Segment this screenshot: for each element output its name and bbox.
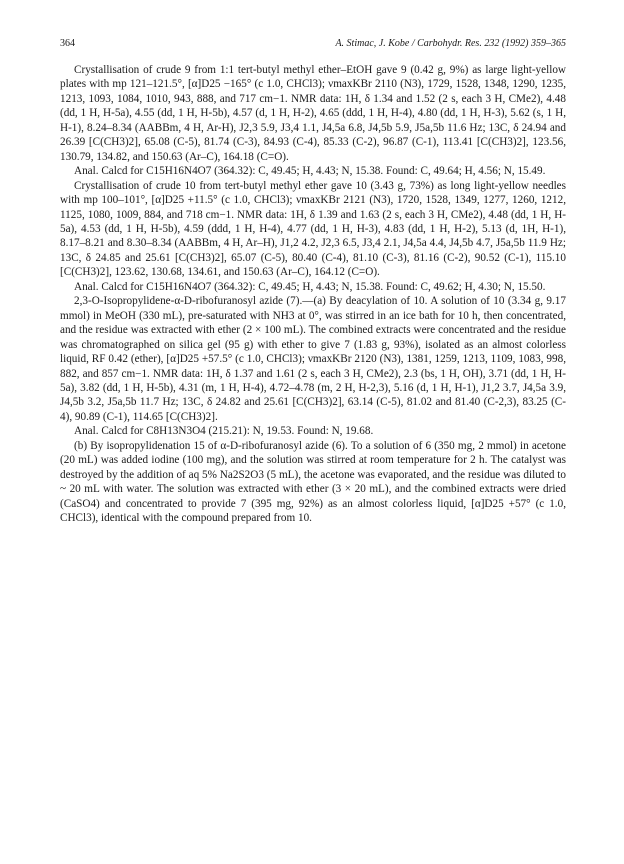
page-number: 364 [60,38,75,49]
paragraph-anal-7: Anal. Calcd for C8H13N3O4 (215.21): N, 19.53. Found: N, 19.68. [74,425,374,438]
paragraph-anal-9: Anal. Calcd for C15H16N4O7 (364.32): C, 49.45; H, 4.43; N, 15.38. Found: C, 49.64; H, 4.56; N, 15.49. [74,165,546,178]
paragraph-crystallisation-9: Crystallisation of crude 9 from 1:1 tert-butyl methyl ether–EtOH gave 9 (0.42 g, 9%) as large light-yellow plates with mp 121–121.5°, [α]D25 −165° (c 1.0, CHCl3); νmaxKBr 2110 (N3), 1729, 1528, 1348, 1290, 1235, 1213, 1093, 1084, 1010, 943, 888, and 717 cm−1. NMR data: 1H, δ 1.34 and 1.52 (2 s, each 3 H, CMe2), 4.48 (dd, 1 H, H-5a), 4.55 (dd, 1 H, H-5b), 4.57 (d, 1 H, H-2), 4.65 (ddd, 1 H, H-4), 4.80 (dd, 1 H, H-3), 5.62 (s, 1 H, H-1), 8.24–8.34 (AABBm, 4 H, Ar-H), J2,3 5.9, J3,4 1.1, J4,5a 6.8, J4,5b 5.9, J5a,5b 11.6 Hz; 13C, δ 24.94 and 26.39 [C(CH3)2], 65.08 (C-5), 81.74 (C-3), 84.93 (C-4), 85.33 (C-2), 96.87 (C-1), 113.41 [C(CH3)2], 123.56, 130.79, 134.82, and 150.63 (Ar–C), 164.18 (C=O). [60,64,566,163]
paragraph-compound-7-isopropylidenation: (b) By isopropylidenation 15 of α-D-ribofuranosyl azide (6). To a solution of 6 (350 mg, 2 mmol) in acetone (20 mL) was added iodine (100 mg), and the solution was stirred at room temperature for 2 h. The catalyst was destroyed by the addition of aq 5% Na2S2O3 (5 mL), the acetone was evaporated, and the residue was diluted to ~ 20 mL with water. The solution was extracted with ether (3 × 20 mL), and the combined extracts were dried (CaSO4) and concentrated to provide 7 (395 mg, 92%) as an almost colorless liquid, [α]D25 +57° (c 1.0, CHCl3), identical with the compound prepared from 10. [60,439,566,525]
article-body [60,63,566,526]
paragraph-compound-7-deacylation: 2,3-O-Isopropylidene-α-D-ribofuranosyl azide (7).—(a) By deacylation of 10. A solution of 10 (3.34 g, 9.17 mmol) in MeOH (330 mL), pre-saturated with NH3 at 0°, was stirred in an ice bath for 10 h, then concentrated, and the residue was extracted with ether (2 × 100 mL). The combined extracts were concentrated and the residue was chromatographed on silica gel (95 g) with ether to give 7 (1.83 g, 93%), isolated as an almost colorless liquid, RF 0.42 (ether), [α]D25 +57.5° (c 1.0, CHCl3); νmaxKBr 2120 (N3), 1381, 1259, 1213, 1109, 1083, 998, 882, and 857 cm−1. NMR data: 1H, δ 1.37 and 1.61 (2 s, each 3 H, CMe2), 2.3 (bs, 1 H, OH), 3.71 (dd, 1 H, H-5a), 3.82 (dd, 1 H, H-5b), 4.31 (m, 1 H, H-4), 4.72–4.78 (m, 2 H, H-2,3), 5.16 (d, 1 H, H-1), J1,2 3.7, J4,5a 3.9, J4,5b 3.2, J5a,5b 11.7 Hz; 13C, δ 24.82 and 25.61 [C(CH3)2], 63.14 (C-5), 81.02 and 81.40 (C-2,3), 83.25 (C-4), 90.89 (C-1), 114.65 [C(CH3)2]. [60,295,566,423]
paragraph-crystallisation-10: Crystallisation of crude 10 from tert-butyl methyl ether gave 10 (3.43 g, 73%) as long light-yellow needles with mp 100–101°, [α]D25 +11.5° (c 1.0, CHCl3); νmaxKBr 2121 (N3), 1720, 1528, 1349, 1277, 1260, 1212, 1125, 1080, 1009, 884, and 718 cm−1. NMR data: 1H, δ 1.39 and 1.63 (2 s, each 3 H, CMe2), 4.48 (dd, 1 H, H-5a), 4.53 (dd, 1 H, H-5b), 4.59 (ddd, 1 H, H-4), 4.77 (dd, 1 H, H-3), 4.83 (dd, 1 H, H-2), 5.13 (d, 1H, H-1), 8.17–8.21 and 8.30–8.34 (AABBm, 4 H, Ar–H), J1,2 4.2, J2,3 6.5, J3,4 2.1, J4,5a 4.4, J4,5b 4.7, J5a,5b 11.9 Hz; 13C, δ 24.85 and 25.61 [C(CH3)2], 65.07 (C-5), 80.40 (C-4), 81.10 (C-3), 81.16 (C-2), 90.52 (C-1), 115.10 [C(CH3)2], 123.62, 130.68, 134.61, and 150.63 (Ar–C), 164.12 (C=O). [60,179,566,279]
running-head: A. Stimac, J. Kobe / Carbohydr. Res. 232 (1992) 359–365 [335,38,566,49]
paragraph-anal-10: Anal. Calcd for C15H16N4O7 (364.32): C, 49.45; H, 4.43; N, 15.38. Found: C, 49.62; H, 4.30; N, 15.50. [74,280,546,293]
